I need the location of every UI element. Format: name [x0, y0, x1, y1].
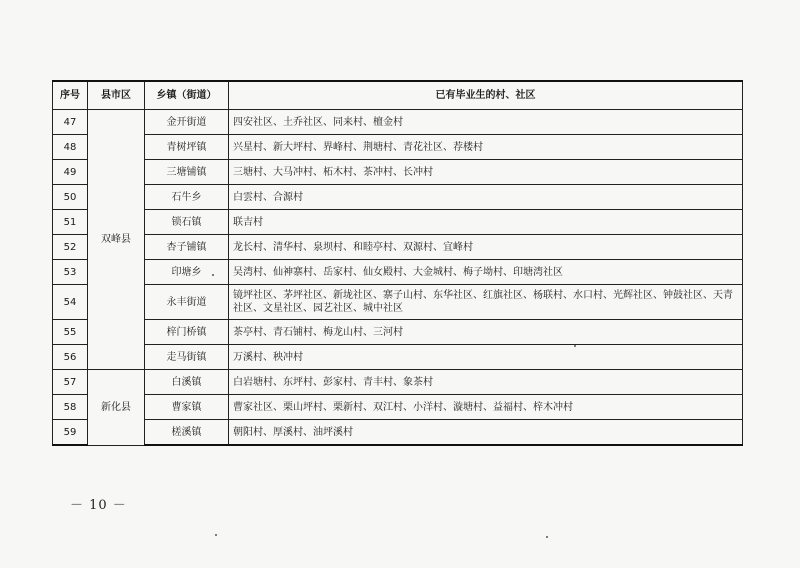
scan-speck	[574, 345, 576, 347]
row-town: 永丰街道	[145, 285, 229, 320]
row-town: 印塘乡	[145, 260, 229, 285]
table-body	[53, 110, 743, 446]
header-town: 乡镇（街道）	[145, 81, 229, 110]
row-serial: 58	[53, 395, 88, 420]
row-town: 锁石镇	[145, 210, 229, 235]
row-county: 双峰县	[88, 110, 145, 370]
row-town: 石牛乡	[145, 185, 229, 210]
row-villages: 镜坪社区、茅坪社区、新垅社区、寨子山村、东华社区、红旗社区、杨联村、水口村、光辉社区、钟鼓社区、天青社区、文星社区、园艺社区、城中社区	[229, 285, 743, 320]
row-serial: 59	[53, 420, 88, 446]
table-row	[53, 320, 743, 345]
row-villages: 白岩塘村、东坪村、彭家村、青丰村、象茶村	[229, 370, 743, 395]
table-row	[53, 345, 743, 370]
row-town: 梓门桥镇	[145, 320, 229, 345]
row-serial: 51	[53, 210, 88, 235]
scan-speck	[215, 534, 217, 536]
scan-speck	[546, 536, 548, 538]
table-row	[53, 185, 743, 210]
row-town: 金开街道	[145, 110, 229, 135]
row-serial: 56	[53, 345, 88, 370]
table-row	[53, 420, 743, 446]
row-serial: 50	[53, 185, 88, 210]
row-villages: 万溪村、秧冲村	[229, 345, 743, 370]
row-villages: 吴湾村、仙神寨村、岳家村、仙女殿村、大金城村、梅子坳村、印塘湾社区	[229, 260, 743, 285]
row-villages: 白雲村、合源村	[229, 185, 743, 210]
row-villages: 联吉村	[229, 210, 743, 235]
row-serial: 53	[53, 260, 88, 285]
row-villages: 曹家社区、栗山坪村、栗新村、双江村、小洋村、漩塘村、益福村、梓木冲村	[229, 395, 743, 420]
row-town: 杏子铺镇	[145, 235, 229, 260]
village-table	[52, 80, 743, 446]
row-serial: 55	[53, 320, 88, 345]
row-serial: 54	[53, 285, 88, 320]
table-row	[53, 395, 743, 420]
row-serial: 49	[53, 160, 88, 185]
table-header-row	[53, 81, 743, 110]
table-row	[53, 285, 743, 320]
row-villages: 兴星村、新大坪村、界峰村、荆塘村、青花社区、荐楼村	[229, 135, 743, 160]
row-serial: 57	[53, 370, 88, 395]
row-county: 新化县	[88, 370, 145, 446]
row-town: 三塘铺镇	[145, 160, 229, 185]
table-row	[53, 235, 743, 260]
header-villages: 已有毕业生的村、社区	[229, 81, 743, 110]
header-serial: 序号	[53, 81, 88, 110]
row-town: 白溪镇	[145, 370, 229, 395]
row-serial: 52	[53, 235, 88, 260]
row-town: 曹家镇	[145, 395, 229, 420]
table-row	[53, 260, 743, 285]
row-town: 走马街镇	[145, 345, 229, 370]
table-row	[53, 210, 743, 235]
header-county: 县市区	[88, 81, 145, 110]
row-town: 青树坪镇	[145, 135, 229, 160]
row-villages: 茶亭村、青石铺村、梅龙山村、三河村	[229, 320, 743, 345]
row-serial: 48	[53, 135, 88, 160]
row-villages: 朝阳村、厚溪村、油坪溪村	[229, 420, 743, 446]
table-row	[53, 135, 743, 160]
table-row	[53, 370, 743, 395]
row-villages: 四安社区、土乔社区、同来村、檀金村	[229, 110, 743, 135]
page-number: － 10 －	[70, 498, 127, 513]
row-villages: 龙长村、清华村、泉坝村、和睦亭村、双源村、宜峰村	[229, 235, 743, 260]
table-row	[53, 110, 743, 135]
scan-speck	[212, 274, 214, 276]
row-town: 槎溪镇	[145, 420, 229, 446]
row-villages: 三塘村、大马冲村、柘木村、茶冲村、长冲村	[229, 160, 743, 185]
table-row	[53, 160, 743, 185]
row-serial: 47	[53, 110, 88, 135]
